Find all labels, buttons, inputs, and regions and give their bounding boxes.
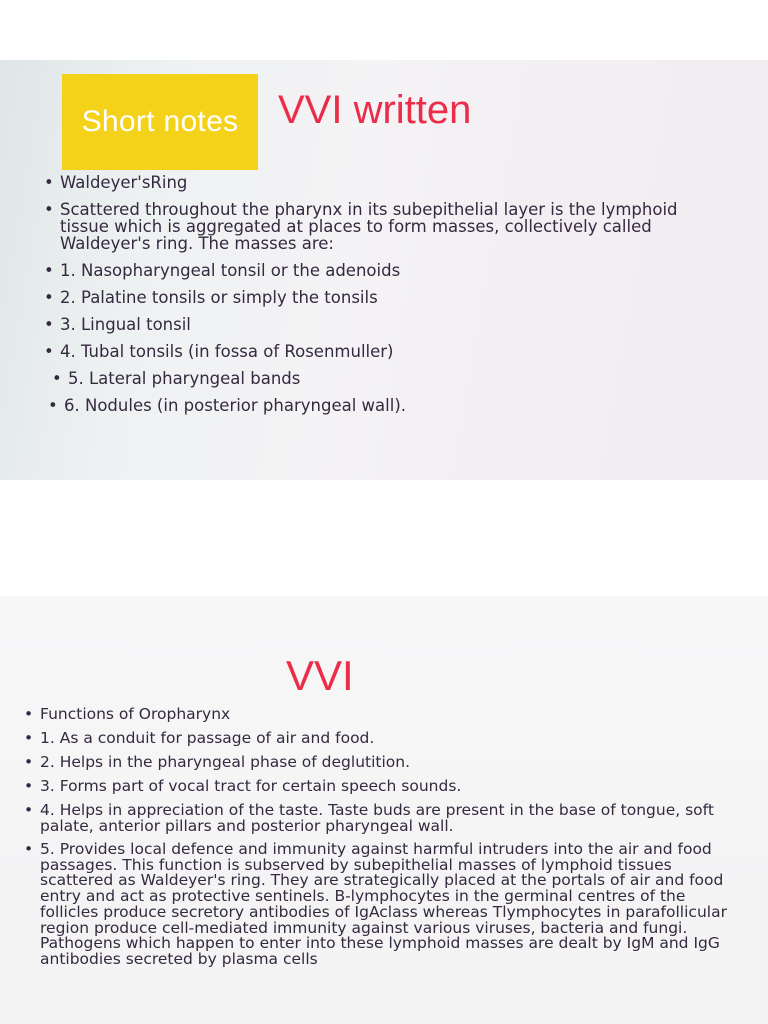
bullet-icon: • <box>24 777 34 795</box>
bullet-icon: • <box>44 261 54 280</box>
list-item: • 4. Helps in appreciation of the taste. Taste buds are present in the base of tongue, soft palate, anterior pillars and posterior pharyngeal wall. <box>24 801 714 835</box>
list-item: • 5. Lateral pharyngeal bands <box>52 369 301 388</box>
slide-oropharynx-functions <box>0 596 768 1024</box>
list-item: • 1. Nasopharyngeal tonsil or the adenoids <box>44 261 401 280</box>
list-item: • 6. Nodules (in posterior pharyngeal wall). <box>48 396 407 415</box>
slide-waldeyers-ring <box>0 60 768 480</box>
list-item: • 3. Forms part of vocal tract for certain speech sounds. <box>24 777 462 795</box>
bullet-icon: • <box>24 729 34 747</box>
bullet-icon: • <box>24 801 34 819</box>
list-item: • 5. Provides local defence and immunity against harmful intruders into the air and food passages. This function is subserved by subepithelial masses of lymphoid tissues scattered as Waldeyer's ring. They are strategically placed at the portals of air and food entry and act as protective sentinels. B-lymphocytes in the germinal centres of the follicles produce secretory antibodies of IgAclass whereas Tlymphocytes in parafollicular region produce cell-mediated immunity against various viruses, bacteria and fungi. Pathogens which happen to enter into these lymphoid masses are dealt by IgM and IgG antibodies secreted by plasma cells <box>24 840 727 968</box>
bullet-icon: • <box>24 705 34 723</box>
list-item: • 2. Palatine tonsils or simply the tonsils <box>44 288 378 307</box>
bullet-icon: • <box>44 315 54 334</box>
bullet-icon: • <box>48 396 58 415</box>
list-item: • Functions of Oropharynx <box>24 705 231 723</box>
bullet-list <box>24 705 730 976</box>
slide-title: VVI written <box>278 88 472 132</box>
sticky-label: Short notes <box>81 105 239 138</box>
list-item: • 4. Tubal tonsils (in fossa of Rosenmuller) <box>44 342 394 361</box>
list-item: • 1. As a conduit for passage of air and food. <box>24 729 375 747</box>
bullet-icon: • <box>44 173 54 192</box>
bullet-icon: • <box>44 200 54 219</box>
bullet-icon: • <box>24 753 34 771</box>
list-item: • 3. Lingual tonsil <box>44 315 191 334</box>
list-item: • Scattered throughout the pharynx in its subepithelial layer is the lymphoid tissue which is aggregated at places to form masses, collectively called Waldeyer's ring. The masses are: <box>44 200 678 253</box>
bullet-list <box>44 173 720 424</box>
short-notes-sticky <box>62 74 258 170</box>
bullet-icon: • <box>24 840 34 858</box>
slide-title: VVI <box>286 652 354 699</box>
bullet-icon: • <box>44 288 54 307</box>
bullet-icon: • <box>44 342 54 361</box>
list-item: • Waldeyer'sRing <box>44 173 188 192</box>
list-item: • 2. Helps in the pharyngeal phase of deglutition. <box>24 753 411 771</box>
bullet-icon: • <box>52 369 62 388</box>
